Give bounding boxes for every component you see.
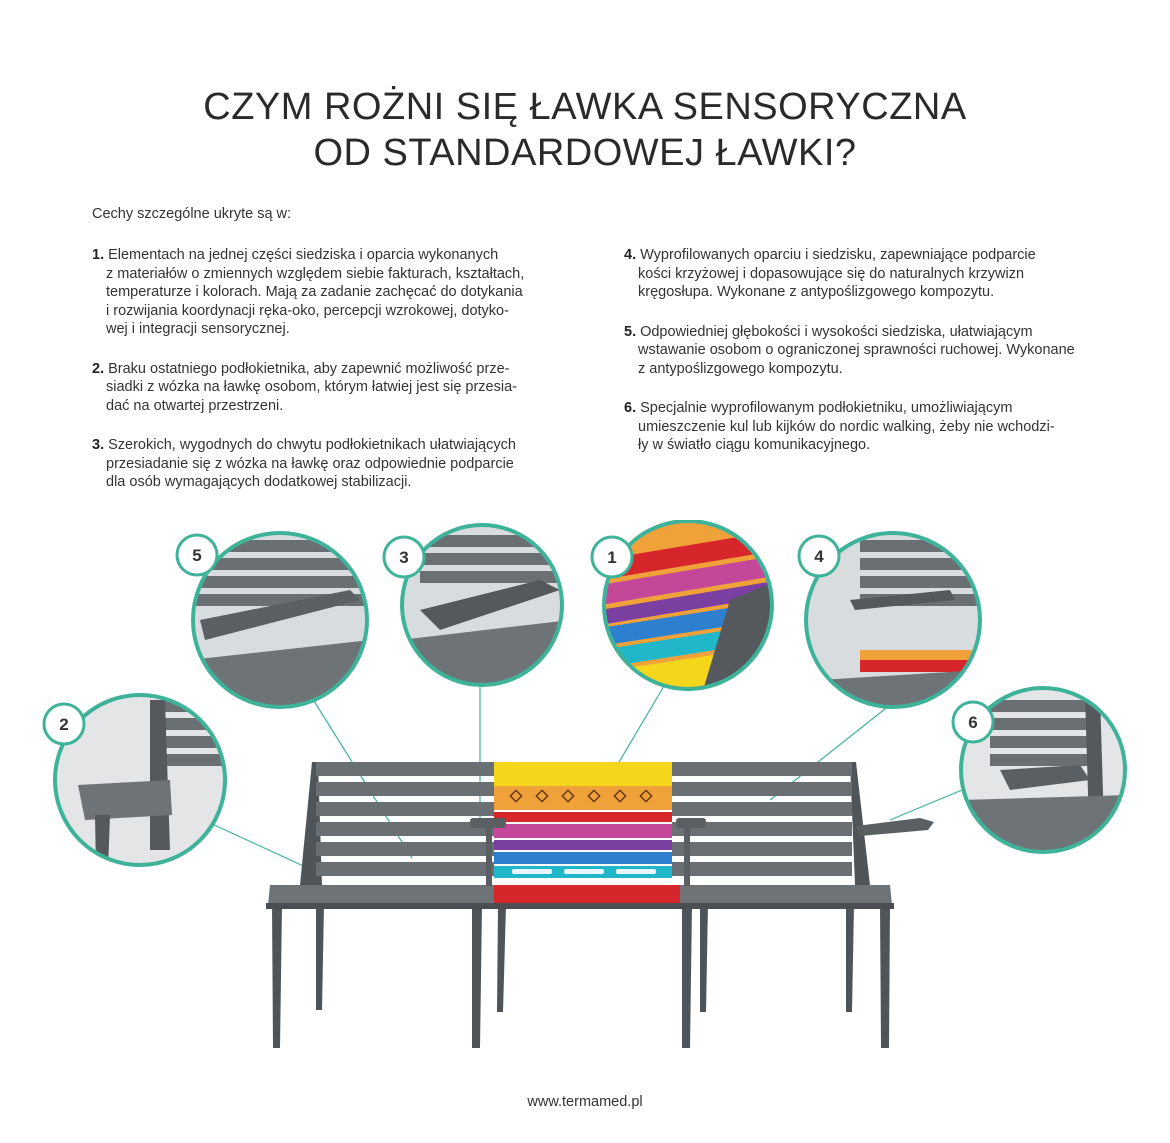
features-left-column xyxy=(92,246,562,513)
bench xyxy=(266,762,934,1048)
callout-number: 6 xyxy=(968,713,978,732)
feature-text: i rozwijania koordynacji ręka-oko, percepcji wzrokowej, dotyko- xyxy=(106,302,509,319)
page-title xyxy=(0,84,1170,176)
feature-6 xyxy=(624,399,1094,455)
feature-text: ły w światło ciągu komunikacyjnego. xyxy=(638,437,871,453)
feature-text: kości krzyżowej i dopasowujące się do naturalnych krzywizn xyxy=(638,265,1025,282)
callout-number: 3 xyxy=(399,548,409,567)
feature-text: z antypoślizgowego kompozytu. xyxy=(638,360,843,377)
callout-number: 2 xyxy=(59,715,69,734)
feature-text: Wyprofilowanych oparciu i siedzisku, zapewniające podparcie xyxy=(640,247,1036,263)
sensory-section xyxy=(494,762,672,878)
feature-text: temperaturze i kolorach. Mają za zadanie zachęcać do dotykania xyxy=(106,284,523,300)
feature-text: Elementach na jednej części siedziska i oparcia wykonanych xyxy=(108,247,499,263)
feature-number: 4. xyxy=(624,247,637,263)
feature-text: przesiadanie się z wózka na ławkę oraz odpowiednie podparcie xyxy=(106,455,514,472)
callout-6 xyxy=(953,688,1130,858)
feature-1 xyxy=(92,246,562,339)
callout-1 xyxy=(592,520,780,700)
feature-text: wej i integracji sensorycznej. xyxy=(106,321,290,337)
feature-number: 5. xyxy=(624,323,637,340)
callout-number: 1 xyxy=(607,548,617,567)
bench-seat xyxy=(266,885,894,909)
backrest-left xyxy=(316,762,494,876)
feature-number: 1. xyxy=(92,247,105,263)
title-line-1: CZYM ROŻNI SIĘ ŁAWKA SENSORYCZNA xyxy=(203,86,967,128)
website-link[interactable]: www.termamed.pl xyxy=(527,1094,643,1110)
callout-5 xyxy=(177,530,380,710)
intro-text: Cechy szczególne ukryte są w: xyxy=(92,206,292,222)
feature-text: z materiałów o zmiennych względem siebie fakturach, kształtach, xyxy=(106,265,525,282)
bench-legs xyxy=(272,905,890,1048)
feature-text: Szerokich, wygodnych do chwytu podłokietnikach ułatwiających xyxy=(108,437,516,453)
feature-text: siadki z wózka na ławkę osobom, którym łatwiej jest się przesia- xyxy=(106,379,517,395)
feature-5 xyxy=(624,323,1094,379)
feature-text: Braku ostatniego podłokietnika, aby zapewnić możliwość prze- xyxy=(108,360,510,377)
feature-4 xyxy=(624,246,1094,302)
title-line-2: OD STANDARDOWEJ ŁAWKI? xyxy=(313,132,857,174)
callout-3 xyxy=(384,525,580,695)
feature-2 xyxy=(92,360,562,416)
bench-illustration xyxy=(0,520,1170,1080)
feature-text: kręgosłupa. Wykonane z antypoślizgowego kompozytu. xyxy=(638,284,995,300)
features-right-column xyxy=(624,246,1094,476)
feature-text: Odpowiedniej głębokości i wysokości siedziska, ułatwiającym xyxy=(640,323,1033,340)
feature-text: wstawanie osobom o ograniczonej sprawności ruchowej. Wykonane xyxy=(638,342,1075,358)
feature-text: dać na otwartej przestrzeni. xyxy=(106,397,284,414)
callout-number: 5 xyxy=(192,546,202,565)
callout-number: 4 xyxy=(814,547,824,566)
feature-number: 3. xyxy=(92,437,105,453)
feature-text: dla osób wymagających dodatkowej stabilizacji. xyxy=(106,474,412,490)
callout-2 xyxy=(44,690,230,870)
feature-text: umieszczenie kul lub kijków do nordic walking, żeby nie wchodzi- xyxy=(638,418,1055,435)
feature-3 xyxy=(92,436,562,492)
feature-number: 6. xyxy=(624,400,637,416)
feature-number: 2. xyxy=(92,360,105,377)
callout-4 xyxy=(799,530,980,710)
feature-text: Specjalnie wyprofilowanym podłokietniku, umożliwiającym xyxy=(640,400,1013,416)
